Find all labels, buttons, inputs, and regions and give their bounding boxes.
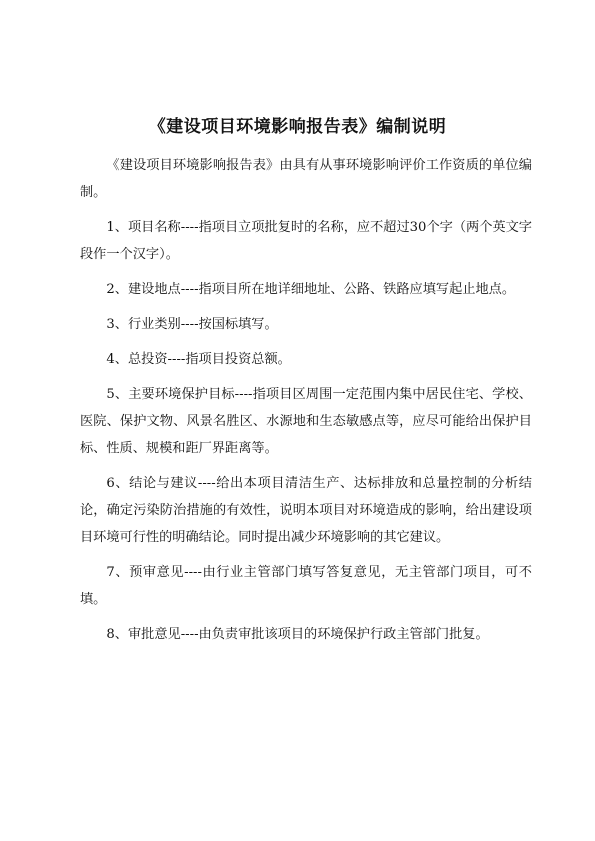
paragraph-total-investment: 4、总投资----指项目投资总额。: [106, 352, 291, 367]
paragraph-approval: 8、审批意见----由负责审批该项目的环境保护行政主管部门批复。: [106, 627, 489, 642]
paragraph-preliminary-review: 7、预审意见----由行业主管部门填写答复意见，无主管部门项目，可不填。: [80, 565, 532, 607]
paragraph-industry-category: 3、行业类别----按国标填写。: [106, 317, 278, 332]
document-title: 《建设项目环境影响报告表》编制说明: [148, 117, 447, 137]
paragraph-intro: 《建设项目环境影响报告表》由具有从事环境影响评价工作资质的单位编制。: [80, 158, 532, 200]
document-body: [80, 152, 532, 648]
paragraph-protection-targets: 5、主要环境保护目标----指项目区周围一定范围内集中居民住宅、学校、医院、保护文物、风景名胜区、水源地和生态敏感点等，应尽可能给出保护目标、性质、规模和距厂界距离等。: [80, 387, 532, 456]
paragraph-conclusions: 6、结论与建议----给出本项目清洁生产、达标排放和总量控制的分析结论，确定污染防治措施的有效性，说明本项目对环境造成的影响，给出建设项目环境可行性的明确结论。同时提出减少环境影响的其它建议。: [80, 476, 532, 545]
paragraph-project-name: 1、项目名称----指项目立项批复时的名称，应不超过30个字（两个英文字段作一个汉字）。: [80, 220, 532, 262]
paragraph-construction-site: 2、建设地点----指项目所在地详细地址、公路、铁路应填写起止地点。: [106, 282, 516, 297]
